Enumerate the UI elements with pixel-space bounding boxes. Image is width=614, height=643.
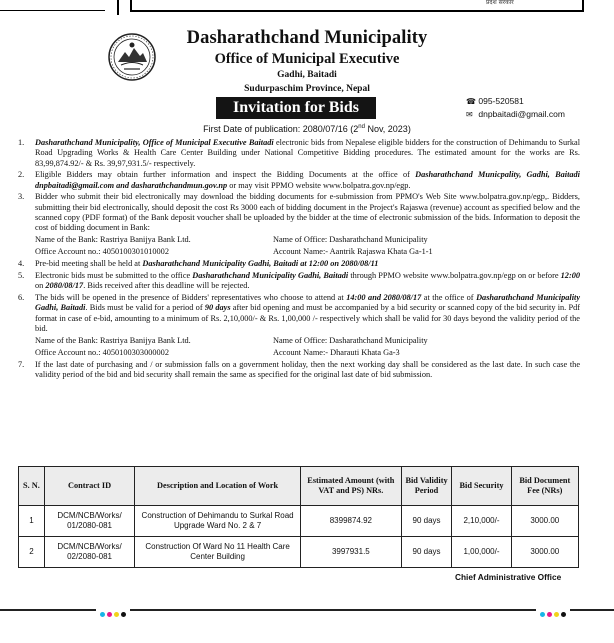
office-account-1: Office Account no.: 4050100301010002 [35,247,169,257]
phone-icon: ☎ [466,97,476,106]
invitation-banner: Invitation for Bids [216,97,376,119]
bank-name-2: Name of the Bank: Rastriya Banijya Bank Ltd. [35,335,191,345]
clause-4: 4. Pre-bid meeting shall be held at Dasharathchand Municipality Gadhi, Baitadi at 12:00 on 2080/08/11 [18,259,379,269]
bank-info-2-row-1 [18,336,580,348]
clause-7: 7. If the last date of purchasing and / or submission falls on a government holiday, then the next working day shall be considered as the last date. In such case the validity period of the bid and bid security shall remain the same as specified for the original last date of bid submission. [18,359,580,380]
bottom-rule [0,600,614,620]
office-name-1: Name of Office: Dasharathchand Municipality [273,235,428,245]
bank-info-1-row-2 [18,247,580,259]
top-strip [0,0,614,16]
dot-yellow [554,612,559,617]
dot-magenta [107,612,112,617]
col-fee: Bid Document Fee (NRs) [511,467,578,506]
clause-3: 3. Bidder who submit their bid electronically may download the bidding documents for e-submission from PPMO's Web Site www.bolpatra.gov.np/egp,. Bidders, submitting their bid electronically, should deposit the cost Rs 3000 each of bidding document in the Project's Rajaswa (revenue) account as specified below and the scanned copy (PDF format) of the Bank deposit voucher shall be uploaded by the bidder at the time of electronic submission of the bids. Information to deposit the cost of bidding document in Bank: [18,192,580,233]
table-row: 2 DCM/NCB/Works/ 02/2080-081 Construction Of Ward No 11 Health Care Center Building 3997931.5 90 days 1,00,000/- 3000.00 [19,537,579,568]
col-contract-id: Contract ID [44,467,134,506]
province-line: Sudurpaschim Province, Nepal [244,84,370,94]
email-icon: ✉ [466,110,473,119]
dot-black [561,612,566,617]
col-sn: S. N. [19,467,45,506]
dot-black [121,612,126,617]
top-left-rule [0,0,105,11]
clause-2: 2. Eligible Bidders may obtain further information and inspect the Bidding Documents at the office of Dasharathchand Municpality, Gadhi, Baitadi dnpbaitadi@gmail.com and dasharathchandmun.gov.np or may visit PPMO website www.bolpatra.gov.np/egp. [18,170,580,190]
bank-info-2-row-2 [18,348,580,360]
dot-cyan [100,612,105,617]
column-divider [117,0,119,15]
municipality-title: Dasharathchand Municipality [186,28,428,48]
clause-6: 6. The bids will be opened in the presence of Bidders' representatives who choose to attend at 14:00 and 2080/08/17 at the office of Dasharathchand Municipality Gadhi, Baitadi. Bids must be valid for a period of 90 days after bid opening and must be accompanied by a bid security or scanned copy of the bid security in. Pdf format in case of e-bid, amounting to a minimum of Rs. 2,10,000/- & Rs. 1,00,000 /- respectively which shall be valid for 30 days beyond the validity period of the bid. [18,293,581,333]
office-name-2: Name of Office: Dasharathchand Municipality [273,335,428,345]
contact-block [466,95,565,121]
bid-table [18,466,579,568]
bottom-line [0,609,614,611]
clause-5: 5. Electronic bids must be submitted to the office Dasharathchand Municipality Gadhi, Baitadi through PPMO website www.bolpatra.gov.np/egp on or before 12:00 on 2080/08/17. Bids received after this deadline will be rejected. [18,270,580,291]
col-description: Description and Location of Work [135,467,301,506]
notice-body [18,138,580,382]
previous-ad-box [130,0,584,12]
place-line: Gadhi, Baitadi [277,70,337,80]
col-security: Bid Security [452,467,511,506]
dot-magenta [547,612,552,617]
bank-info-1-row-1 [18,235,580,247]
registration-dots-right [536,605,570,613]
bank-name-1: Name of the Bank: Rastriya Banijya Bank Ltd. [35,235,191,245]
table-header-row [19,467,579,506]
account-name-2: Account Name:- Dharauti Khata Ga-3 [273,347,400,357]
clause-1: 1. Dasharathchand Municipality, Office of Municipal Executive Baitadi electronic bids from Nepalese eligible bidders for the construction of Dehimandu to Surkal Road Upgrading Works & Health Care Center Building under National Competitive Bidding procedures. The estimated amount for the works are Rs. 83,99,874.92/- & Rs. 39,97,931.5/- respectively. [18,138,581,168]
signature-line: Chief Administrative Office [455,572,562,582]
dot-yellow [114,612,119,617]
email-address: dnpbaitadi@gmail.com [478,109,565,119]
col-estimated-amount: Estimated Amount (with VAT and PS) NRs. [301,467,402,506]
table-row: 1 DCM/NCB/Works/ 01/2080-081 Construction of Dehimandu to Surkal Road Upgrade Ward No. 2 & 7 8399874.92 90 days 2,10,000/- 3000.00 [19,506,579,537]
top-right-text: प्रदेश सरकार [486,0,514,6]
office-title: Office of Municipal Executive [214,51,400,67]
office-account-2: Office Account no.: 4050100303000002 [35,347,169,357]
account-name-1: Account Name:- Aantrik Rajaswa Khata Ga-1-1 [273,247,433,257]
publication-date: First Date of publication: 2080/07/16 (2nd Nov, 2023) [203,124,411,134]
dot-cyan [540,612,545,617]
col-validity: Bid Validity Period [401,467,452,506]
registration-dots-left [96,605,130,613]
phone-number: 095-520581 [478,96,524,106]
